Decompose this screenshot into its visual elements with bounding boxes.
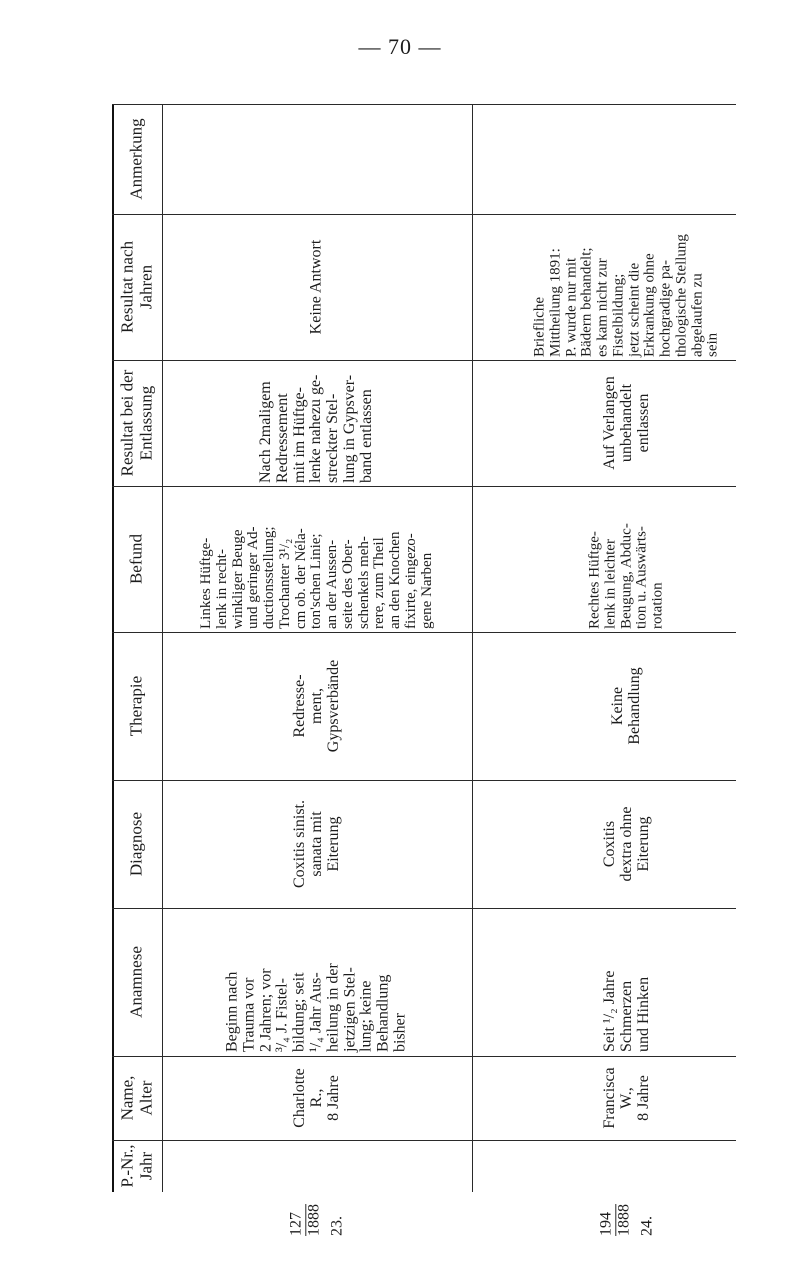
row1-therapie: Redresse- ment, Gypsverbände xyxy=(290,659,342,753)
header-resultat-jahren: Resultat nach Jahren xyxy=(117,240,155,334)
row1-jahr: 1888 xyxy=(305,1204,323,1236)
row2-jahr: 1888 xyxy=(615,1204,633,1236)
row2-resultat-entlassung: Auf Verlangen unbehandelt entlassen xyxy=(600,376,652,470)
row1-name-alter: Charlotte R., 8 Jahre xyxy=(290,1068,342,1128)
row2-therapie: Keine Behandlung xyxy=(609,667,643,745)
divider-resultat-entlassung xyxy=(112,486,736,487)
header-resultat-entlassung: Resultat bei der Entlassung xyxy=(117,369,155,477)
divider-diagnose xyxy=(112,908,736,909)
row1-anamnese: Beginn nach Trauma vor 2 Jahren; vor ³/₄ J. Fistel- bildung; seit ¹/₄ Jahr Aus- heilung in der jetzigen Stel- lung; keine Behandlung bisher xyxy=(223,963,409,1052)
header-column-divider xyxy=(162,104,163,1192)
header-name-alter: Name, Alter xyxy=(117,1075,155,1121)
page-number: — 70 — xyxy=(358,34,442,59)
divider-befund xyxy=(112,632,736,633)
row1-pnr: 127 xyxy=(287,1212,305,1236)
row2-name-alter: Francisca W., 8 Jahre xyxy=(600,1067,652,1129)
header-anamnese: Anamnese xyxy=(126,946,146,1018)
row2-anamnese: Seit ¹/₂ Jahre Schmerzen und Hinken xyxy=(600,970,652,1052)
header-anmerkung: Anmerkung xyxy=(126,118,146,200)
table-left-border xyxy=(112,104,114,1192)
header-therapie: Therapie xyxy=(126,675,146,737)
row-divider-vertical xyxy=(472,104,473,1192)
row1-resultat-entlassung: Nach 2maligem Redressement mit im Hüftge- lenke nahezu ge- streckter Stel- lung in Gypsver- band entlassen xyxy=(257,374,375,483)
row2-resultat-jahren: Briefliche Mittheilung 1891: P. wurde nur mit Bädern behandelt; es kam nicht zur Fistelbildung; jetzt scheint die Erkrankung ohne hochgradige pa- thologische Stellung abgelaufen zu sein xyxy=(531,234,721,357)
header-pnr-jahr: P.-Nr., Jahr xyxy=(117,1144,155,1188)
table-top-border xyxy=(112,104,736,105)
row2-befund: Rechtes Hüftge- lenk in leichter Beugung, Abduc- tion u. Auswärts- rotation xyxy=(586,523,666,629)
header-befund: Befund xyxy=(126,533,146,585)
row1-diagnose: Coxitis sinist. sanata mit Eiterung xyxy=(290,799,342,889)
divider-therapie xyxy=(112,780,736,781)
row1-nr: 23. xyxy=(327,1216,345,1236)
row1-befund: Linkes Hüftge- lenk in recht- winkliger Beuge und geringer Ad- ductionsstellung; Trochanter 3¹/₂ cm ob. der Néla- ton'schen Linie; an der Aussen- seite des Ober- schenkels meh- rere, zum Theil an den Knochen fixirte, eingezo- gene Narben xyxy=(197,526,435,629)
row1-pnr-jahr xyxy=(288,1116,345,1236)
row1-resultat-jahren: Keine Antwort xyxy=(307,239,325,335)
header-diagnose: Diagnose xyxy=(126,811,146,877)
divider-anmerkung xyxy=(112,214,736,215)
row2-nr: 24. xyxy=(637,1216,655,1236)
row2-pnr: 194 xyxy=(597,1212,615,1236)
row2-pnr-jahr xyxy=(598,1116,655,1236)
divider-resultat-jahren xyxy=(112,360,736,361)
divider-anamnese xyxy=(112,1056,736,1057)
row2-diagnose: Coxitis dextra ohne Eiterung xyxy=(600,806,652,882)
patient-table xyxy=(112,104,736,1236)
